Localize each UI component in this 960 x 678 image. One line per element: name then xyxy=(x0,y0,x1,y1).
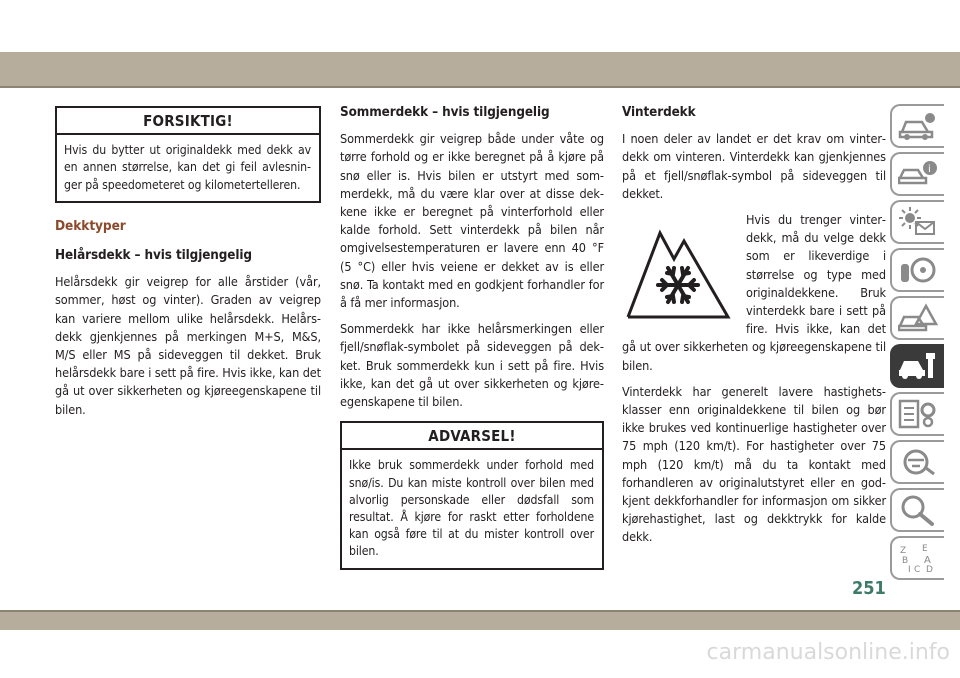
column-1 xyxy=(55,106,321,427)
chapter-tabs xyxy=(890,104,950,584)
tab-steering-wheel[interactable] xyxy=(890,248,944,292)
tab-assistance[interactable] xyxy=(890,440,944,484)
car-info-icon xyxy=(898,110,938,142)
svg-text:I: I xyxy=(908,565,911,574)
tab-car-info[interactable] xyxy=(890,104,944,148)
car-crash-icon xyxy=(898,302,938,334)
tab-index[interactable] xyxy=(890,536,944,580)
svg-text:D: D xyxy=(926,565,933,574)
svg-text:Z: Z xyxy=(900,546,907,556)
paragraph-winter-1: I noen deler av landet er det krav om vinterdekk om vinteren. Vinterdekk kan gjenkjennes på et fjell/snøflak-symbol på sideveggen til dekket. xyxy=(622,131,886,201)
warning-title: ADVARSEL! xyxy=(342,423,602,450)
subheading-summer: Sommerdekk – hvis tilgjengelig xyxy=(340,105,550,120)
car-tools-icon xyxy=(898,350,938,382)
footer-rule xyxy=(0,610,960,612)
svg-text:E: E xyxy=(922,544,928,554)
paragraph-winter-3: Vinterdekk har generelt lavere hastighetsklasser enn originaldekkene til bilen og bør ikke brukes ved kontinuerlige hastigheter over 75 mph (120 km/t). For hastigheter over 75 mph (120 km/t) må du ta kontakt med forhandleren av originalutstyret eller en godkjent dekkforhandler for informasjon om sikker kjørehastighet, last og dekktrykk for kalde dekk. xyxy=(622,383,886,545)
caution-title: FORSIKTIG! xyxy=(57,108,319,135)
subheading-all-season: Helårsdekk – hvis tilgjengelig xyxy=(55,248,252,264)
paragraph-winter-2: Hvis du trenger vinterdekk, må du velge dekk som er likeverdige i størrelse og type med originaldekkene. Bruk vinterdekk bare i sett på fire. Hvis ikke, kan det gå ut over sikkerheten og kjøreegenskapene til bilen. xyxy=(622,212,886,373)
warning-box xyxy=(340,421,604,569)
car-message-icon xyxy=(898,158,938,190)
paragraph-summer-1: Sommerdekk gir veigrep både under våte og tørre forhold og er ikke beregnet på å kjøre på snø eller is. Hvis bilen er utstyrt med sommerdekk, må du være klar over at disse dekkene ikke er beregnet på vinterforhold eller kalde forhold. Sett vinterdekk på bilen når omgivelsestemperaturen er lavere enn 40 °F (5 °C) eller hvis veiene er dekket av is eller snø. Ta kontakt med en godkjent forhandler for å få mer informasjon. xyxy=(340,131,604,311)
steering-wheel-icon xyxy=(898,254,938,286)
footer-band xyxy=(0,610,960,630)
caution-box xyxy=(55,106,321,203)
svg-text:B: B xyxy=(902,556,909,566)
warning-body: Ikke bruk sommerdekk under forhold med snø/is. Du kan miste kontroll over bilen med alvorlig personskade eller dødsfall som resultat. Å kjøre for raskt etter forholdene kan også føre til at du mister kontroll over bilen. xyxy=(349,458,594,559)
mountain-snowflake-icon xyxy=(622,215,734,327)
search-icon xyxy=(898,494,938,526)
watermark: carmanualsonline.info xyxy=(706,640,950,665)
tab-warning-lights[interactable] xyxy=(890,200,944,244)
column-3 xyxy=(622,104,886,555)
warning-lights-icon xyxy=(898,206,938,238)
caution-body: Hvis du bytter ut originaldekk med dekk av en annen størrelse, kan det gi feil avlesninger på speedometeret og kilometertelleren. xyxy=(64,143,311,192)
svg-text:A: A xyxy=(924,555,931,566)
index-icon xyxy=(898,542,938,574)
tab-car-crash[interactable] xyxy=(890,296,944,340)
assistance-icon xyxy=(898,446,938,478)
tab-car-tools[interactable] xyxy=(890,344,944,388)
subheading-winter: Vinterdekk xyxy=(622,105,696,120)
section-title: Dekktyper xyxy=(55,217,126,234)
settings-list-icon xyxy=(898,398,938,430)
svg-text:i: i xyxy=(928,164,931,175)
column-2 xyxy=(340,104,604,570)
tab-settings-list[interactable] xyxy=(890,392,944,436)
tab-search[interactable] xyxy=(890,488,944,532)
svg-text:C: C xyxy=(914,565,921,574)
header-rule xyxy=(0,86,960,88)
paragraph-all-season: Helårsdekk gir veigrep for alle årstider (vår, sommer, høst og vinter). Graden av veigrep kan variere mellom ulike helårsdekk. Helårsdekk gjenkjennes på merkingen M+S, M&S, M/S eller MS på sideveggen til dekket. Bruk helårsdekk bare i sett på fire. Hvis ikke, kan det gå ut over sikkerheten og kjøreegenskapene til bilen. xyxy=(55,274,321,417)
header-band xyxy=(0,52,960,86)
page-number: 251 xyxy=(852,578,886,599)
paragraph-summer-2: Sommerdekk har ikke helårsmerkingen eller fjell/snøflak-symbolet på sideveggen på dekket. Bruk sommerdekk kun i sett på fire. Hvis ikke, kan det gå ut over sikkerheten og kjøreegenskapene til bilen. xyxy=(340,321,604,410)
tab-car-message[interactable] xyxy=(890,152,944,196)
